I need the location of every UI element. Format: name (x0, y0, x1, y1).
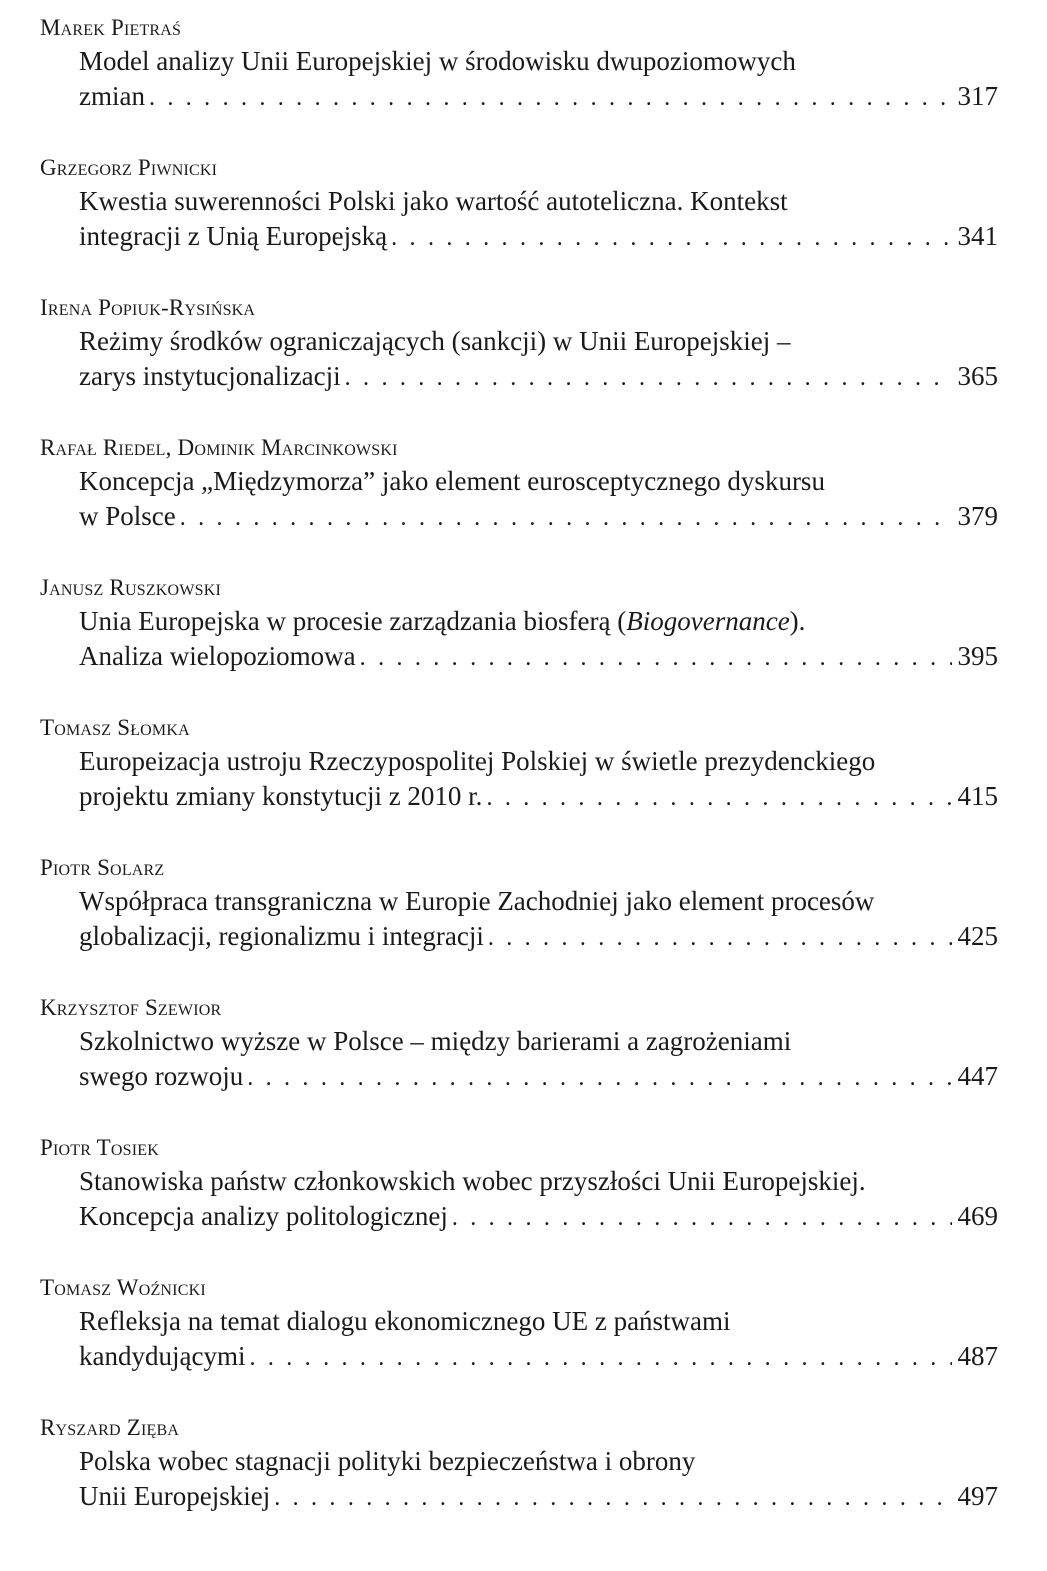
entry-title-end: Analiza wielopoziomowa (79, 641, 356, 671)
entry-title-line: Reżimy środków ograniczających (sankcji) w Unii Europejskiej – (79, 326, 791, 356)
dot-leader (247, 1061, 951, 1096)
entry-author: Piotr Tosiek (40, 1135, 160, 1160)
entry-title-line: Polska wobec stagnacji polityki bezpieczeństwa i obrony (79, 1446, 696, 1476)
entry-last-line (79, 1339, 998, 1374)
dot-leader (391, 221, 951, 256)
entry-author: Tomasz Woźnicki (40, 1275, 206, 1300)
entry-last-line (79, 79, 998, 114)
toc-entry (40, 574, 998, 714)
toc-entry (40, 1274, 998, 1414)
entry-page-number: 395 (957, 641, 998, 671)
entry-title-end: kandydującymi (79, 1341, 246, 1371)
entry-title-end: w Polsce (79, 501, 176, 531)
entry-page-number: 425 (957, 921, 998, 951)
entry-page-number: 379 (957, 501, 998, 531)
entry-title-line: Koncepcja „Międzymorza” jako element eurosceptycznego dyskursu (79, 466, 825, 496)
entry-last-line (79, 1479, 998, 1514)
entry-last-line (79, 779, 998, 814)
entry-author: Irena Popiuk-Rysińska (40, 295, 256, 320)
entry-author: Ryszard Zięba (40, 1415, 180, 1440)
entry-title-line: Szkolnictwo wyższe w Polsce – między barierami a zagrożeniami (79, 1026, 792, 1056)
dot-leader (249, 1341, 951, 1376)
entry-last-line (79, 499, 998, 534)
entry-last-line (79, 1059, 998, 1094)
entry-title-italic: Biogovernance (626, 606, 790, 636)
entry-page-number: 487 (957, 1341, 998, 1371)
entry-title-end: zmian (79, 81, 145, 111)
entry-page-number: 497 (957, 1481, 998, 1511)
toc-entry (40, 1414, 998, 1554)
table-of-contents (40, 14, 998, 1554)
toc-entry (40, 1134, 998, 1274)
entry-title-line: Europeizacja ustroju Rzeczypospolitej Polskiej w świetle prezydenckiego (79, 746, 876, 776)
entry-title-line: Stanowiska państw członkowskich wobec przyszłości Unii Europejskiej. (79, 1166, 866, 1196)
entry-title-end: swego rozwoju (79, 1061, 244, 1091)
toc-entry (40, 434, 998, 574)
entry-title-end: globalizacji, regionalizmu i integracji (79, 921, 484, 951)
entry-author: Marek Pietraś (40, 15, 182, 40)
dot-leader (180, 501, 952, 536)
entry-author: Tomasz Słomka (40, 715, 190, 740)
entry-title-line: Model analizy Unii Europejskiej w środowisku dwupoziomowych (79, 46, 796, 76)
entry-title-end: integracji z Unią Europejską (79, 221, 388, 251)
dot-leader (274, 1481, 951, 1516)
entry-title-line (79, 604, 998, 639)
entry-title-line: Refleksja na temat dialogu ekonomicznego UE z państwami (79, 1306, 731, 1336)
entry-author: Krzysztof Szewior (40, 995, 222, 1020)
entry-author: Grzegorz Piwnicki (40, 155, 218, 180)
dot-leader (149, 81, 952, 116)
toc-entry (40, 714, 998, 854)
entry-page-number: 469 (957, 1201, 998, 1231)
dot-leader (452, 1201, 952, 1236)
toc-entry (40, 154, 998, 294)
entry-title-text: ). (789, 606, 806, 636)
entry-title-text: Unia Europejska w procesie zarządzania biosferą ( (79, 606, 627, 636)
entry-page-number: 317 (957, 81, 998, 111)
toc-entry (40, 14, 998, 154)
dot-leader (360, 641, 952, 676)
entry-page-number: 365 (957, 361, 998, 391)
entry-title-line: Kwestia suwerenności Polski jako wartość autoteliczna. Kontekst (79, 186, 788, 216)
dot-leader (486, 781, 951, 816)
entry-last-line (79, 919, 998, 954)
entry-page-number: 415 (957, 781, 998, 811)
toc-entry (40, 294, 998, 434)
toc-entry (40, 854, 998, 994)
entry-title-end: Unii Europejskiej (79, 1481, 271, 1511)
entry-author: Rafał Riedel, Dominik Marcinkowski (40, 435, 398, 460)
entry-author: Janusz Ruszkowski (40, 575, 221, 600)
toc-entry (40, 994, 998, 1134)
entry-author: Piotr Solarz (40, 855, 165, 880)
entry-page-number: 447 (957, 1061, 998, 1091)
entry-title-end: projektu zmiany konstytucji z 2010 r. (79, 781, 483, 811)
entry-title-line: Współpraca transgraniczna w Europie Zachodniej jako element procesów (79, 886, 875, 916)
entry-last-line (79, 1199, 998, 1234)
entry-page-number: 341 (957, 221, 998, 251)
dot-leader (345, 361, 952, 396)
entry-last-line (79, 219, 998, 254)
entry-last-line (79, 639, 998, 674)
entry-title-end: Koncepcja analizy politologicznej (79, 1201, 448, 1231)
dot-leader (488, 921, 952, 956)
entry-last-line (79, 359, 998, 394)
entry-title-end: zarys instytucjonalizacji (79, 361, 341, 391)
